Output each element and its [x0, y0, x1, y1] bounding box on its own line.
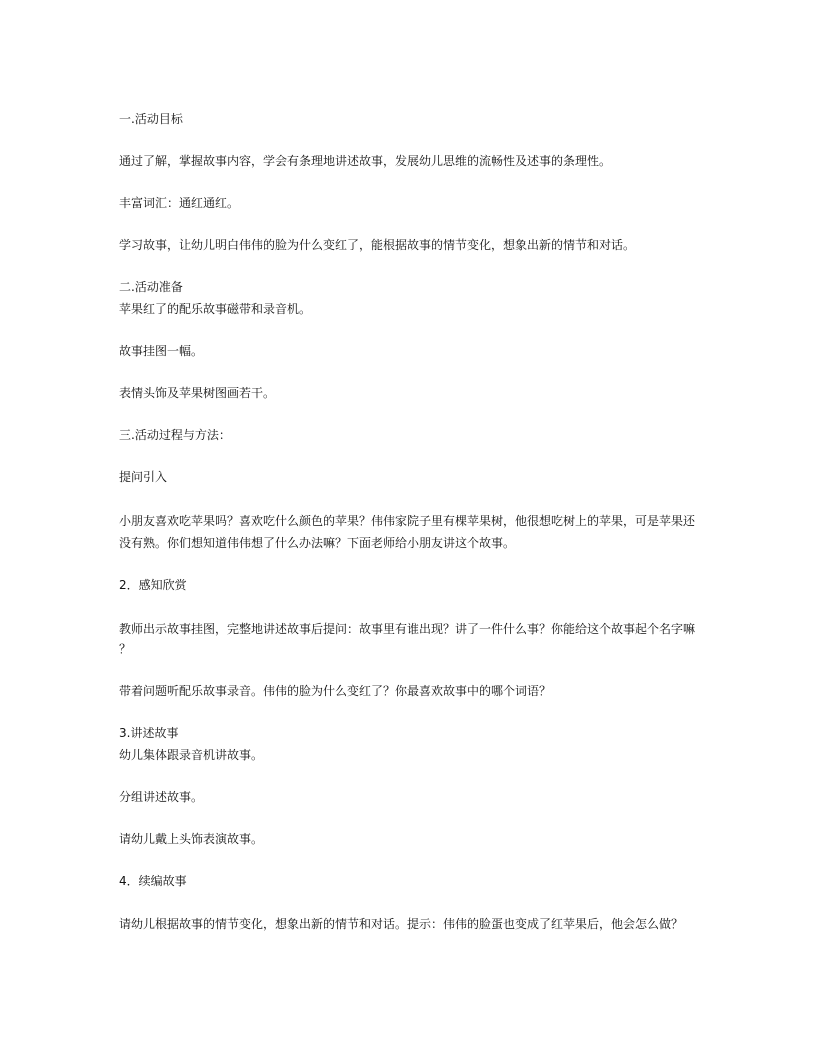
- paragraph-retelling-1: 幼儿集体跟录音机讲故事。: [119, 748, 264, 762]
- section-heading-process: 三.活动过程与方法：: [119, 428, 231, 442]
- paragraph-continuation: 请幼儿根据故事的情节变化，想象出新的情节和对话。提示：伟伟的脸蛋也变成了红苹果后，他会怎么做？: [119, 917, 684, 931]
- step-heading-continuation: 4．续编故事: [119, 874, 187, 888]
- paragraph-appreciation-line-2: ？: [119, 642, 132, 656]
- paragraph-retelling-3: 请幼儿戴上头饰表演故事。: [119, 832, 264, 846]
- paragraph-prep-3: 表情头饰及苹果树图画若干。: [119, 386, 276, 400]
- paragraph-introduction-line-2: 没有熟。你们想知道伟伟想了什么办法嘛？下面老师给小朋友讲这个故事。: [119, 536, 516, 550]
- step-heading-introduction: 提问引入: [119, 470, 168, 484]
- paragraph-goal-2: 丰富词汇：通红通红。: [119, 196, 240, 210]
- step-heading-retelling: 3.讲述故事: [119, 726, 179, 740]
- paragraph-goal-3: 学习故事，让幼儿明白伟伟的脸为什么变红了，能根据故事的情节变化，想象出新的情节和对话。: [119, 238, 636, 252]
- paragraph-goal-1: 通过了解，掌握故事内容，学会有条理地讲述故事，发展幼儿思维的流畅性及述事的条理性。: [119, 154, 612, 168]
- step-heading-appreciation: 2．感知欣赏: [119, 578, 187, 592]
- paragraph-appreciation-line-1: 教师出示故事挂图，完整地讲述故事后提问：故事里有谁出现？讲了一件什么事？你能给这个故事起个名字嘛: [119, 622, 696, 636]
- paragraph-introduction-line-1: 小朋友喜欢吃苹果吗？喜欢吃什么颜色的苹果？伟伟家院子里有棵苹果树，他很想吃树上的苹果，可是苹果还: [119, 514, 696, 528]
- paragraph-prep-2: 故事挂图一幅。: [119, 344, 204, 358]
- paragraph-prep-1: 苹果红了的配乐故事磁带和录音机。: [119, 302, 312, 316]
- section-heading-preparation: 二.活动准备: [119, 280, 183, 294]
- paragraph-retelling-2: 分组讲述故事。: [119, 790, 204, 804]
- section-heading-goals: 一.活动目标: [119, 112, 183, 126]
- paragraph-appreciation-b: 带着问题听配乐故事录音。伟伟的脸为什么变红了？你最喜欢故事中的哪个词语？: [119, 684, 552, 698]
